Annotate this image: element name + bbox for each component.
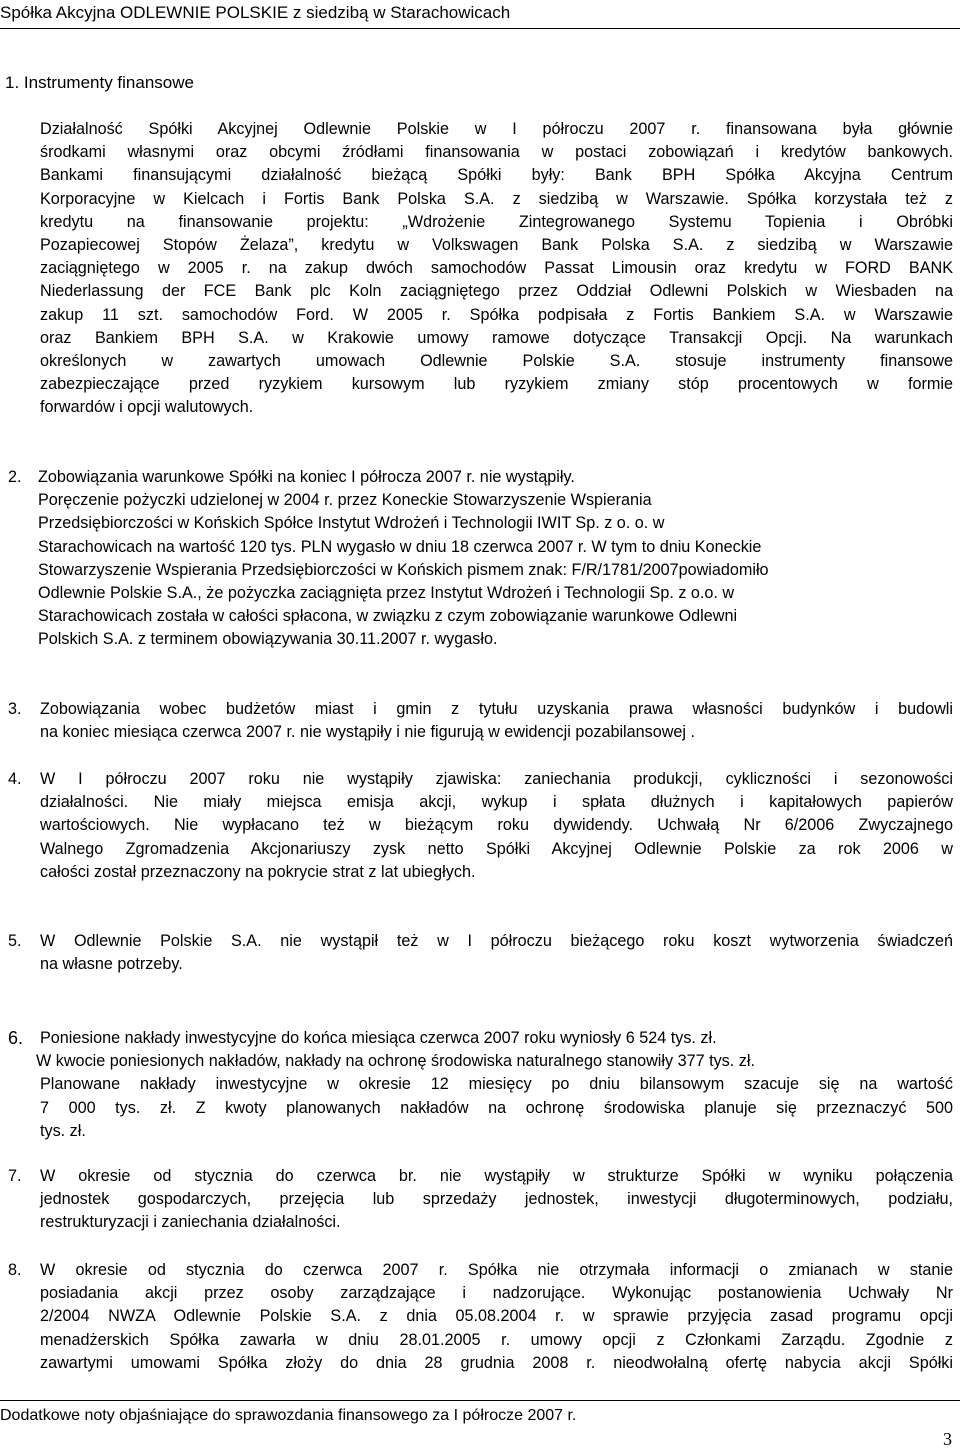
section-2-body xyxy=(38,466,951,652)
text-line: W Odlewnie Polskie S.A. nie wystąpił też w I półroczu bieżącego roku koszt wytworzenia świadczeń xyxy=(40,932,953,950)
text-line: W okresie od stycznia do czerwca 2007 r. Spółka nie otrzymała informacji o zmianach w stanie xyxy=(40,1261,953,1279)
text-line: jednostek gospodarczych, przejęcia lub sprzedaży jednostek, inwestycji długoterminowych, podziału, xyxy=(40,1190,953,1209)
text-line: zakup 11 szt. samochodów Ford. W 2005 r. Spółka podpisała z Fortis Bankiem S.A. w Warszawie xyxy=(40,305,953,324)
text-line: na koniec miesiąca czerwca 2007 r. nie wystąpiły i nie figurują w ewidencji pozabilansowej . xyxy=(40,723,696,742)
text-line: Starachowicach na wartość 120 tys. PLN wygasło w dniu 18 czerwca 2007 r. W tym to dniu Koneckie xyxy=(38,537,762,556)
text-line: środkami własnymi oraz obcymi źródłami finansowania w postaci zobowiązań i kredytów bankowych. xyxy=(40,143,953,162)
text-line: Niederlassung der FCE Bank plc Koln zaciągniętego przez Oddział Odlewni Polskich w Wiesbaden na xyxy=(40,282,953,301)
text-line: Pozapiecowej Stopów Żelaza”, kredytu w Volkswagen Bank Polska S.A. z siedzibą w Warszawie xyxy=(40,236,953,255)
document-footer: Dodatkowe noty objaśniające do sprawozdania finansowego za I półrocze 2007 r. xyxy=(0,1407,577,1424)
section-3-body xyxy=(40,698,953,744)
section-3-number: 3. xyxy=(8,700,22,718)
section-6-number: 6. xyxy=(8,1028,24,1048)
text-line: zawartymi umowami Spółka złoży do dnia 28 grudnia 2008 r. nieodwołalną ofertę nabycia akcji Spółki xyxy=(40,1353,953,1372)
text-line: Stowarzyszenie Wspierania Przedsiębiorczości w Końskich pismem znak: F/R/1781/2007powiadomiło xyxy=(38,560,769,579)
header-rule xyxy=(0,28,960,29)
text-line: W I półroczu 2007 roku nie wystąpiły zjawiska: zaniechania produkcji, cykliczności i sezonowości xyxy=(40,770,953,788)
text-line: Bankami finansującymi działalność bieżącą Spółki były: Bank BPH Spółka Akcyjna Centrum xyxy=(40,166,953,185)
text-line: Polskich S.A. z terminem obowiązywania 30.11.2007 r. wygasło. xyxy=(38,630,498,649)
section-5-body xyxy=(40,930,953,976)
footer-rule xyxy=(0,1400,960,1401)
text-line: 7 000 tys. zł. Z kwoty planowanych nakładów na ochronę środowiska planuje się przeznaczyć 500 xyxy=(40,1098,953,1117)
section-8-body xyxy=(40,1259,953,1375)
text-line: forwardów i opcji walutowych. xyxy=(40,398,254,417)
text-line: działalności. Nie miały miejsca emisja akcji, wykup i spłata dłużnych i kapitałowych papierów xyxy=(40,793,953,812)
text-line: na własne potrzeby. xyxy=(40,955,183,974)
text-line: Korporacyjne w Kielcach i Fortis Bank Polska S.A. z siedzibą w Warszawie. Spółka korzystała też z xyxy=(40,189,953,208)
text-line: Przedsiębiorczości w Końskich Spółce Instytut Wdrożeń i Technologii IWIT Sp. z o. o. w xyxy=(38,514,665,533)
text-line: zabezpieczające przed ryzykiem kursowym lub ryzykiem zmiany stóp procentowych w formie xyxy=(40,375,953,394)
text-line: W okresie od stycznia do czerwca br. nie wystąpiły w strukturze Spółki w wyniku połączenia xyxy=(40,1167,953,1185)
section-4-number: 4. xyxy=(8,770,22,788)
section-2-number: 2. xyxy=(8,468,22,486)
section-6-body xyxy=(36,1027,953,1143)
text-line: Planowane nakłady inwestycyjne w okresie 12 miesięcy po dniu bilansowym szacuje się na wartość xyxy=(40,1075,953,1094)
text-line: zaciągniętego w 2005 r. na zakup dwóch samochodów Passat Limousin oraz kredytu w FORD BANK xyxy=(40,259,953,278)
text-line: Odlewnie Polskie S.A., że pożyczka zaciągnięta przez Instytut Wdrożeń i Technologii Sp. z o.o. w xyxy=(38,584,735,603)
text-line: W kwocie poniesionych nakładów, nakłady na ochronę środowiska naturalnego stanowiły 377 tys. zł. xyxy=(36,1052,755,1071)
section-7-number: 7. xyxy=(8,1167,22,1185)
section-7-body xyxy=(40,1165,953,1235)
text-line: Poręczenie pożyczki udzielonej w 2004 r. przez Koneckie Stowarzyszenie Wspierania xyxy=(38,491,652,510)
text-line: Walnego Zgromadzenia Akcjonariuszy zysk netto Spółki Akcyjnej Odlewnie Polskie za rok 2006 w xyxy=(40,839,953,858)
page-number: 3 xyxy=(943,1429,952,1449)
text-line: oraz Bankiem BPH S.A. w Krakowie umowy ramowe dotyczące Transakcji Opcji. Na warunkach xyxy=(40,328,953,347)
text-line: Zobowiązania warunkowe Spółki na koniec I półrocza 2007 r. nie wystąpiły. xyxy=(38,468,575,486)
text-line: Zobowiązania wobec budżetów miast i gmin z tytułu uzyskania prawa własności budynków i budowli xyxy=(40,700,953,718)
text-line: menadżerskich Spółka zawarła w dniu 28.01.2005 r. umowy opcji z Członkami Zarządu. Zgodnie z xyxy=(40,1330,953,1349)
text-line: Działalność Spółki Akcyjnej Odlewnie Polskie w I półroczu 2007 r. finansowana była głównie xyxy=(40,120,953,138)
section-5-number: 5. xyxy=(8,932,22,950)
text-line: całości został przeznaczony na pokrycie strat z lat ubiegłych. xyxy=(40,862,476,881)
text-line: Poniesione nakłady inwestycyjne do końca miesiąca czerwca 2007 roku wyniosły 6 524 tys. zł. xyxy=(40,1029,717,1047)
text-line: wartościowych. Nie wypłacano też w bieżącym roku dywidendy. Uchwałą Nr 6/2006 Zwyczajnego xyxy=(40,816,953,835)
text-line: tys. zł. xyxy=(40,1121,86,1140)
section-1-title: 1. Instrumenty finansowe xyxy=(5,73,194,92)
section-8-number: 8. xyxy=(8,1261,22,1279)
section-4-body xyxy=(40,768,953,884)
text-line: Starachowicach została w całości spłacona, w związku z czym zobowiązanie warunkowe Odlewni xyxy=(38,607,738,626)
section-1-body xyxy=(40,118,953,420)
document-header: Spółka Akcyjna ODLEWNIE POLSKIE z siedzibą w Starachowicach xyxy=(0,3,511,22)
text-line: kredytu na finansowanie projektu: „Wdrożenie Zintegrowanego Systemu Topienia i Obróbki xyxy=(40,212,953,231)
text-line: posiadania akcji przez osoby zarządzające i nadzorujące. Wykonując postanowienia Uchwały Nr xyxy=(40,1284,953,1303)
text-line: restrukturyzacji i zaniechania działalności. xyxy=(40,1213,341,1232)
text-line: określonych w zawartych umowach Odlewnie Polskie S.A. stosuje instrumenty finansowe xyxy=(40,352,953,371)
text-line: 2/2004 NWZA Odlewnie Polskie S.A. z dnia 05.08.2004 r. w sprawie przyjęcia zasad programu opcji xyxy=(40,1307,953,1326)
